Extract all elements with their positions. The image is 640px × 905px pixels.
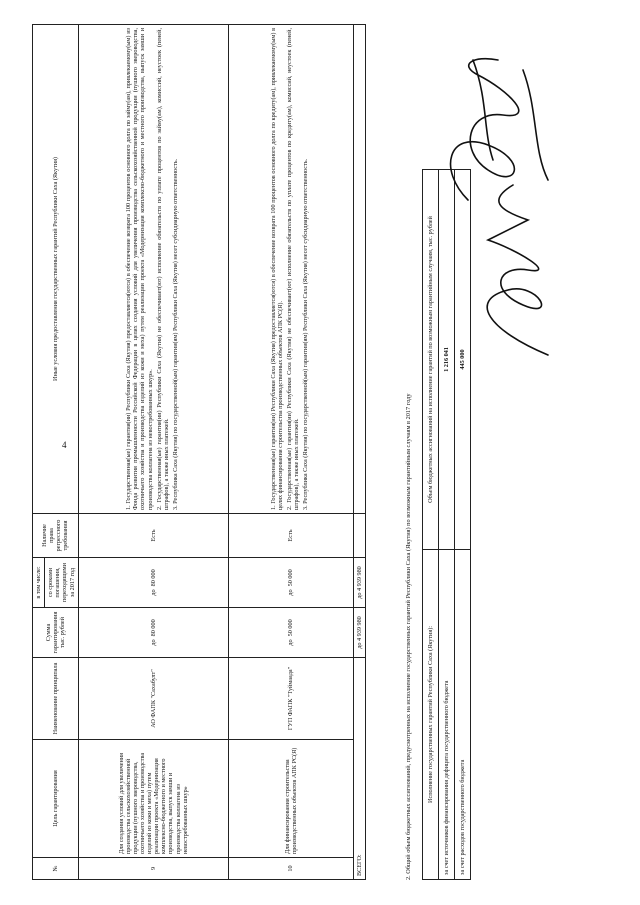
section-2-title: 2. Общий объем бюджетных ассигнований, предусмотренных на исполнение государственных гарантий Республики Саха (Якутия) по возможным гарантийным случаям в 2017 году (405, 393, 412, 880)
total-row (353, 25, 365, 880)
header-regress: Наличие права регрессного требования (33, 514, 79, 558)
header-amount: Сумма гарантирования тыс. рублей (33, 608, 79, 658)
row-principal: ГУП ФАПК "Туймаада" (228, 658, 353, 740)
header-incl: в том числе: (33, 558, 45, 608)
header-conditions: Иные условия предоставления государственных гарантий Республики Саха (Якутия) (33, 25, 79, 514)
header-num: № (33, 858, 79, 880)
table-row (228, 25, 353, 880)
row-purpose: Для создания условий для увеличения производства сельскохозяйственной продукции (пушного звероводства, охотничьего хозяйства и производства изделий из кожи и меха) путем реализации проекта «Модернизация комплексно-бюджетного и местного производства, выпуск замши и производства коллагена из невостребованных шкур» (78, 740, 228, 858)
row-num: 10 (228, 858, 353, 880)
total-label: ВСЕГО: (353, 658, 365, 880)
budget-row-value: 445 000 (455, 170, 471, 550)
row-amount: до 80 000 (78, 608, 228, 658)
row-regress: Есть (78, 514, 228, 558)
budget-header-volume: Объем бюджетных ассигнований на исполнение гарантий по возможным гарантийным случаям, тыс. рублей (423, 170, 439, 550)
row-incl: до 80 000 (78, 558, 228, 608)
row-conditions: 1. Государственная(ые) гарантия(ии) Республики Саха (Якутия) предоставляется(ются) в обеспечение возврата 100 процентов основного долга по займу(ам), привлекаемому(ым) из Фонда развития промышленности Российской Федерации в целях создания условий для увеличения производства сельскохозяйственной продукции (пушного звероводства, охотничьего хозяйства и производства изделий из кожи и меха) путем реализации проекта «Модернизация комплексно-бюджетного и местного производства, выпуск замши и производства коллагена из невостребованных шкур». 2. Государственная(ые) гарантия(ии) Республики Саха (Якутия) не обеспечивает(ют) исполнение обязательств по уплате процентов по займу(ам), комиссий, неустоек (пеней, штрафов), а также иных платежей. 3. Республика Саха (Якутия) по государственной(ым) гарантии(ям) Республики Саха (Якутия) несет субсидиарную ответственность. (78, 25, 228, 514)
total-amount: до 4 939 980 (353, 608, 365, 658)
table-row (78, 25, 228, 880)
budget-row-label: за счет расходов государственного бюджета (455, 550, 471, 880)
row-principal: АО ФАПК "Сахабулт" (78, 658, 228, 740)
budget-row-value: 1 216 041 (439, 170, 455, 550)
row-amount: до 50 000 (228, 608, 353, 658)
page-number: 4 (62, 440, 67, 450)
row-regress: Есть (228, 514, 353, 558)
budget-row-label: за счет источников финансирования дефицита государственного бюджета (439, 550, 455, 880)
header-purpose: Цель гарантирования (33, 740, 79, 858)
row-conditions: 1. Государственная(ые) гарантия(ии) Республики Саха (Якутия) предоставляется(ются) в обеспечение возврата 100 процентов основного долга по кредиту(ам), привлекаемому(ым) в целях финансирования строительства производственных объектов АПК РС(Я). 2. Государственная(ые) гарантия(ии) Республики Саха (Якутия) не обеспечивает(ют) исполнение обязательств по уплате процентов по кредиту(ам), комиссий, неустоек (пеней, штрафов), а также иных платежей. 3. Республика Саха (Якутия) по государственной(ым) гарантии(ям) Республики Саха (Якутия) несет субсидиарную ответственность. (228, 25, 353, 514)
budget-header-execution: Исполнение государственных гарантий Республики Саха (Якутия): (423, 550, 439, 880)
header-principal: Наименование принципала (33, 658, 79, 740)
row-num: 9 (78, 858, 228, 880)
handwritten-signature (428, 40, 578, 360)
total-incl: до 4 939 980 (353, 558, 365, 608)
row-incl: до 50 000 (228, 558, 353, 608)
guarantee-table (32, 24, 366, 880)
header-incl-sub: со сроками погашения, переходящими за 2017 год (45, 558, 79, 608)
row-purpose: Для финансирования строительства производственных объектов АПК РС(Я) (228, 740, 353, 858)
rotated-landscape-page (20, 15, 600, 890)
